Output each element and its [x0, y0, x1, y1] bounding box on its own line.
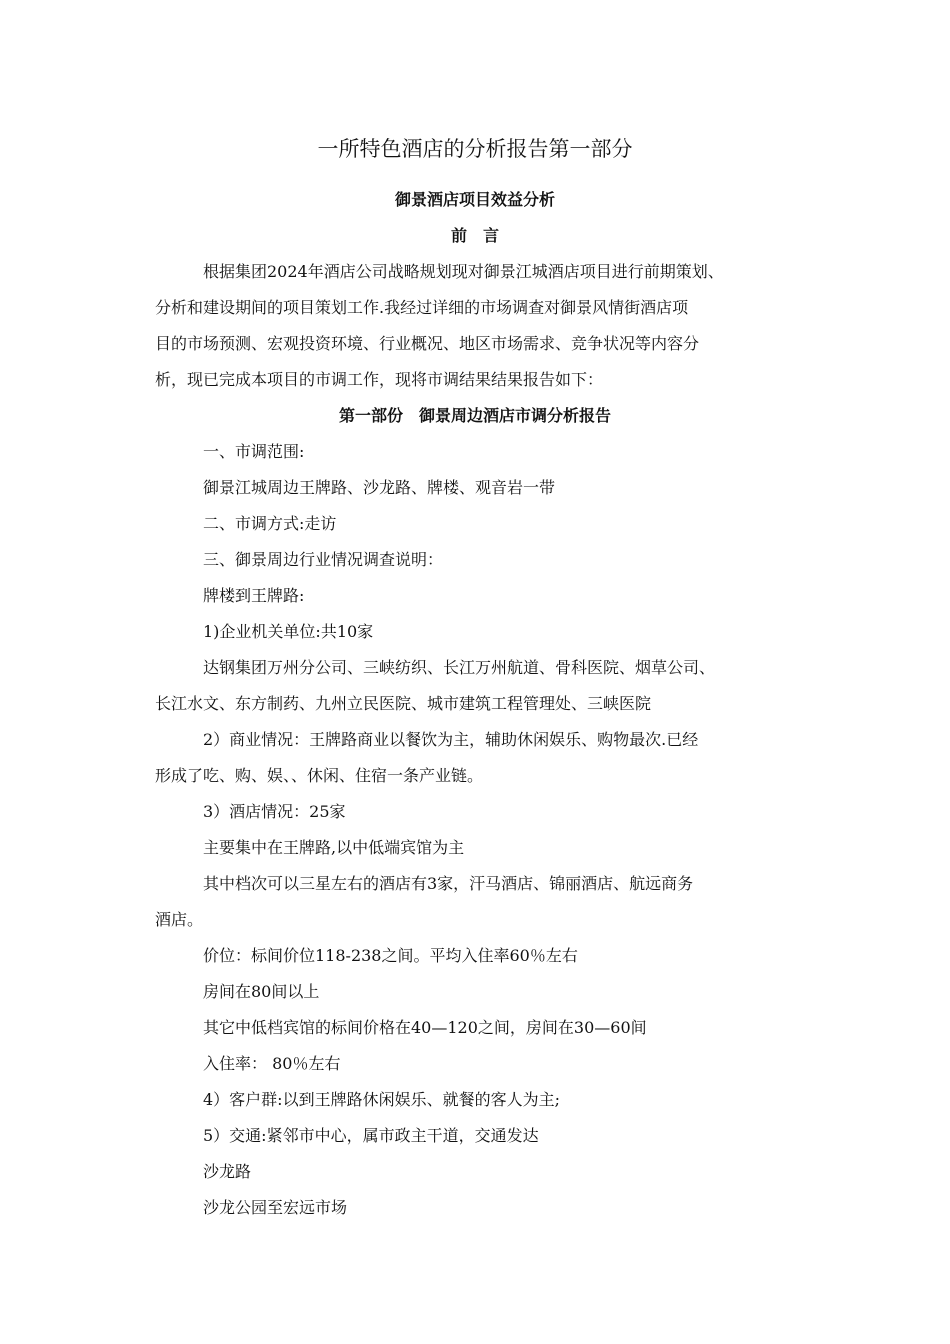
- body-line: 价位：标间价位118-238之间。平均入住率60％左右: [203, 946, 578, 965]
- document-subtitle: 御景酒店项目效益分析: [394, 190, 555, 209]
- body-line: 2）商业情况：王牌路商业以餐饮为主，辅助休闲娱乐、购物最次.已经: [203, 730, 699, 749]
- body-line: 二、市调方式:走访: [203, 514, 337, 533]
- preface-line-4: 析，现已完成本项目的市调工作，现将市调结果结果报告如下：: [155, 370, 604, 389]
- body-line: 沙龙路: [203, 1162, 252, 1181]
- body-line: 主要集中在王牌路,以中低端宾馆为主: [203, 838, 465, 857]
- body-line: 长江水文、东方制药、九州立民医院、城市建筑工程管理处、三峡医院: [155, 694, 652, 713]
- body-line: 一、市调范围:: [203, 442, 305, 461]
- body-line: 4）客户群:以到王牌路休闲娱乐、就餐的客人为主;: [203, 1090, 560, 1109]
- body-line: 牌楼到王牌路:: [203, 586, 305, 605]
- body-line: 1)企业机关单位:共10家: [203, 622, 374, 641]
- body-line: 其它中低档宾馆的标间价格在40—120之间，房间在30—60间: [203, 1018, 647, 1037]
- body-line: 酒店。: [155, 910, 204, 929]
- document-title: 一所特色酒店的分析报告第一部分: [317, 137, 633, 161]
- preface-heading: 前 言: [450, 226, 499, 245]
- body-line: 形成了吃、购、娱、、休闲、住宿一条产业链。: [155, 766, 484, 785]
- body-line: 三、御景周边行业情况调查说明：: [203, 550, 444, 569]
- body-line: 沙龙公园至宏远市场: [203, 1198, 348, 1217]
- section-heading: 第一部份 御景周边酒店市调分析报告: [338, 406, 611, 425]
- body-line: 达钢集团万州分公司、三峡纺织、长江万州航道、骨科医院、烟草公司、: [203, 658, 716, 677]
- body-line: 其中档次可以三星左右的酒店有3家，汗马酒店、锦丽酒店、航远商务: [203, 874, 694, 893]
- body-line: 5）交通:紧邻市中心，属市政主干道，交通发达: [203, 1126, 539, 1145]
- body-line: 3）酒店情况：25家: [203, 802, 346, 821]
- preface-line-1: 根据集团2024年酒店公司战略规划现对御景江城酒店项目进行前期策划、: [203, 262, 724, 281]
- preface-line-2: 分析和建设期间的项目策划工作.我经过详细的市场调查对御景风情街酒店项: [155, 298, 689, 317]
- preface-line-3: 目的市场预测、宏观投资环境、行业概况、地区市场需求、竞争状况等内容分: [155, 334, 700, 353]
- body-line: 房间在80间以上: [203, 982, 320, 1001]
- body-line: 御景江城周边王牌路、沙龙路、牌楼、观音岩一带: [203, 478, 556, 497]
- body-line: 入住率： 80％左右: [203, 1054, 341, 1073]
